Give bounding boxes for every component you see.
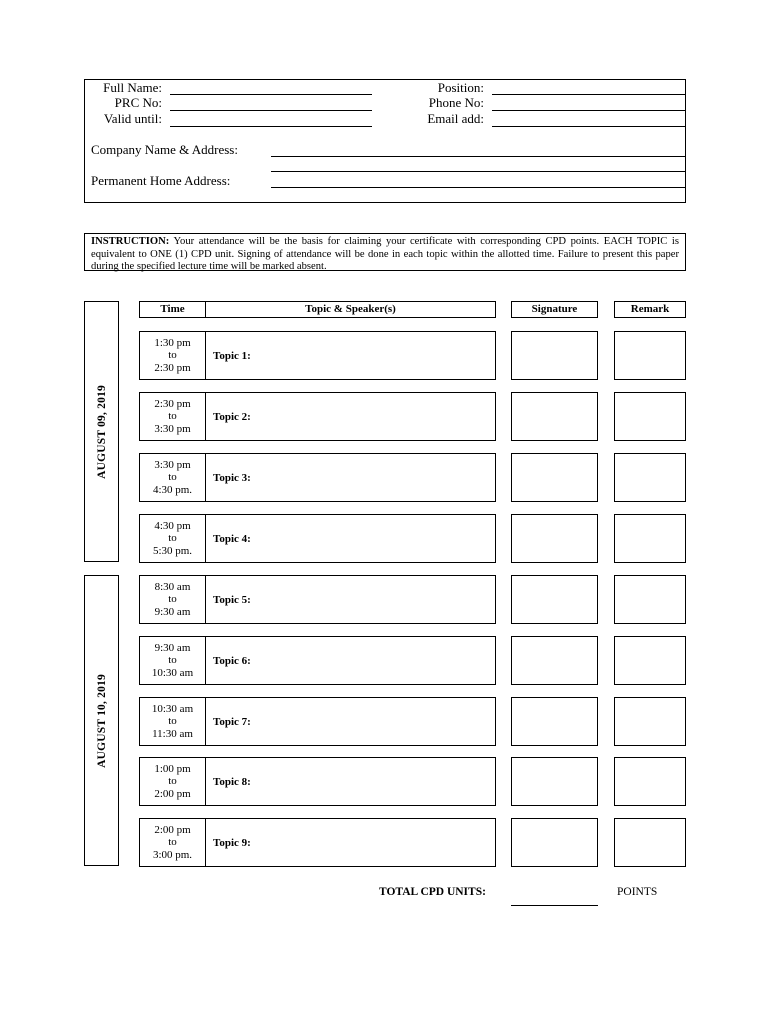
to-text: to (168, 593, 177, 606)
signature-cell[interactable] (511, 331, 598, 380)
end-time: 3:30 pm (154, 422, 191, 435)
end-time: 5:30 pm. (152, 544, 193, 557)
company-address-field[interactable] (271, 156, 685, 157)
start-time: 9:30 am (154, 641, 191, 654)
time-column-header: Time (139, 301, 206, 318)
remark-cell[interactable] (614, 514, 686, 563)
valid-until-field[interactable] (170, 126, 372, 127)
remark-cell[interactable] (614, 331, 686, 380)
day-1-label: AUGUST 09, 2019 (95, 384, 108, 479)
time-cell (140, 758, 206, 805)
end-time: 3:00 pm. (152, 848, 193, 861)
points-label: POINTS (617, 886, 658, 898)
to-text: to (168, 410, 177, 423)
signature-cell[interactable] (511, 757, 598, 806)
end-time: 2:30 pm (154, 361, 191, 374)
topic-column-header: Topic & Speaker(s) (205, 301, 496, 318)
home-address-label: Permanent Home Address: (91, 173, 231, 188)
remark-cell[interactable] (614, 757, 686, 806)
start-time: 2:00 pm (154, 823, 191, 836)
phone-no-label: Phone No: (428, 95, 484, 110)
topic-label: Topic 8: (213, 775, 251, 788)
to-text: to (168, 654, 177, 667)
time-cell (140, 515, 206, 562)
time-cell (140, 819, 206, 866)
signature-cell[interactable] (511, 392, 598, 441)
signature-cell[interactable] (511, 697, 598, 746)
remark-cell[interactable] (614, 453, 686, 502)
topic-label: Topic 1: (213, 349, 251, 362)
to-text: to (168, 775, 177, 788)
full-name-label: Full Name: (103, 80, 162, 95)
time-cell (140, 332, 206, 379)
total-cpd-units-label: TOTAL CPD UNITS: (379, 886, 486, 898)
instruction-box (84, 233, 686, 271)
home-address-field-line-1[interactable] (271, 171, 685, 172)
remark-cell[interactable] (614, 392, 686, 441)
time-cell (140, 393, 206, 440)
start-time: 4:30 pm (154, 519, 191, 532)
total-cpd-units-field[interactable] (511, 905, 598, 906)
to-text: to (168, 471, 177, 484)
day-2-label: AUGUST 10, 2019 (95, 673, 108, 768)
signature-cell[interactable] (511, 453, 598, 502)
session-row (139, 514, 496, 563)
topic-label: Topic 7: (213, 715, 251, 728)
instruction-text: Your attendance will be the basis for claiming your certificate with corresponding CPD points. EACH TOPIC is equivalent to ONE (1) CPD unit. Signing of attendance will be done in each topic within the allotted time. Failure to present this paper during the specified lecture time will be marked absent. (91, 236, 679, 272)
session-row (139, 697, 496, 746)
position-label: Position: (437, 80, 484, 95)
home-address-field-line-2[interactable] (271, 187, 685, 188)
time-cell (140, 698, 206, 745)
start-time: 2:30 pm (154, 397, 191, 410)
signature-cell[interactable] (511, 514, 598, 563)
company-address-label: Company Name & Address: (91, 142, 238, 157)
end-time: 9:30 am (154, 605, 191, 618)
topic-label: Topic 4: (213, 532, 251, 545)
time-cell (140, 454, 206, 501)
remark-cell[interactable] (614, 697, 686, 746)
full-name-field[interactable] (170, 94, 372, 95)
session-row (139, 575, 496, 624)
signature-cell[interactable] (511, 636, 598, 685)
end-time: 10:30 am (151, 666, 194, 679)
topic-label: Topic 6: (213, 654, 251, 667)
remark-cell[interactable] (614, 636, 686, 685)
remark-cell[interactable] (614, 575, 686, 624)
topic-label: Topic 9: (213, 836, 251, 849)
start-time: 8:30 am (154, 580, 191, 593)
topic-label: Topic 5: (213, 593, 251, 606)
to-text: to (168, 836, 177, 849)
instruction-heading: INSTRUCTION: (91, 236, 170, 247)
remark-cell[interactable] (614, 818, 686, 867)
valid-until-label: Valid until: (103, 111, 162, 126)
email-field[interactable] (492, 126, 685, 127)
to-text: to (168, 532, 177, 545)
prc-no-label: PRC No: (114, 95, 162, 110)
start-time: 3:30 pm (154, 458, 191, 471)
end-time: 4:30 pm. (152, 483, 193, 496)
start-time: 1:00 pm (154, 762, 191, 775)
to-text: to (168, 715, 177, 728)
session-row (139, 453, 496, 502)
signature-cell[interactable] (511, 818, 598, 867)
end-time: 2:00 pm (154, 787, 191, 800)
topic-label: Topic 3: (213, 471, 251, 484)
end-time: 11:30 am (152, 727, 193, 740)
session-row (139, 636, 496, 685)
session-row (139, 392, 496, 441)
start-time: 1:30 pm (154, 336, 191, 349)
email-label: Email add: (427, 111, 484, 126)
session-row (139, 757, 496, 806)
day-1-box (84, 301, 119, 562)
session-row (139, 331, 496, 380)
prc-no-field[interactable] (170, 110, 372, 111)
time-cell (140, 576, 206, 623)
time-cell (140, 637, 206, 684)
to-text: to (168, 349, 177, 362)
start-time: 10:30 am (151, 702, 194, 715)
session-row (139, 818, 496, 867)
day-2-box (84, 575, 119, 866)
phone-no-field[interactable] (492, 110, 685, 111)
position-field[interactable] (492, 94, 685, 95)
remark-column-header: Remark (614, 301, 686, 318)
signature-column-header: Signature (511, 301, 598, 318)
signature-cell[interactable] (511, 575, 598, 624)
topic-label: Topic 2: (213, 410, 251, 423)
